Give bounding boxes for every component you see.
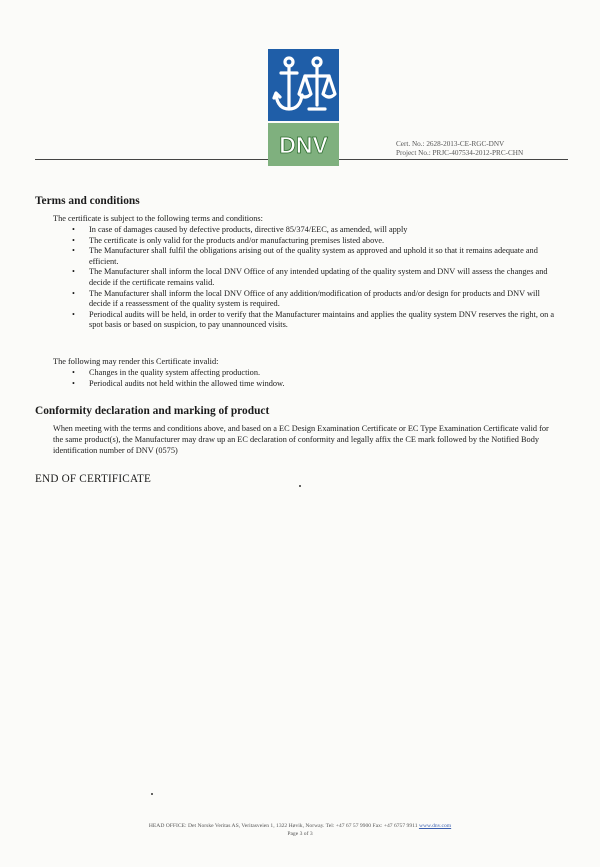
terms-intro: The certificate is subject to the following terms and conditions: [53,214,263,223]
bullet-icon: • [72,267,75,277]
bullet-icon: • [72,246,75,256]
bullet-icon: • [72,309,75,319]
list-item: • The certificate is only valid for the products and/or manufacturing premises listed above. [72,235,385,245]
list-item: • The Manufacturer shall inform the local DNV Office of any intended updating of the quality system and DNV will assess the changes and decide if the certificate remains valid. [72,267,548,287]
bullet-icon: • [72,288,75,298]
list-item: • In case of damages caused by defective products, directive 85/374/EEC, as amended, will apply [72,225,408,234]
dnv-wordmark [268,123,339,166]
project-number: Project No.: PRJC-407534-2012-PRC-CHN [396,149,524,157]
scan-speck [151,793,153,795]
list-item: • Periodical audits will be held, in order to verify that the Manufacturer maintains and applies the quality system DNV reserves the right, on a spot basis or based on suspicion, to pay unannounced visits. [72,309,555,330]
scan-speck [299,485,301,487]
bullet-icon: • [72,368,75,377]
footer-website-link[interactable]: www.dnv.com [418,823,452,829]
certificate-numbers [396,140,523,158]
end-of-certificate: END OF CERTIFICATE [35,473,152,485]
bullet-icon: • [72,225,75,234]
footer-address [0,823,600,829]
list-item: • The Manufacturer shall fulfil the obligations arising out of the quality system as approved and uphold it so that it remains adequate and efficient. [72,246,538,266]
footer-head-office: HEAD OFFICE: Det Norske Veritas AS, Veritasveien 1, 1322 Høvik, Norway. Tel: +47 67 57 9900 Fax: +47 6757 9911 [148,823,418,829]
header-rule-left [35,159,268,160]
list-item: • Periodical audits not held within the allowed time window. [72,378,285,388]
bullet-icon: • [72,235,75,245]
anchor-and-scales-icon [268,49,339,121]
list-item: • The Manufacturer shall inform the local DNV Office of any addition/modification of products and/or design for products and DNV will decide if a reassessment of the quality system is required. [72,288,540,309]
dnv-logo-text: DNV [279,132,328,158]
dnv-logo [268,49,339,166]
header-rule-right [339,159,568,160]
cert-number: Cert. No.: 2628-2013-CE-RGC-DNV [396,140,505,148]
conformity-heading: Conformity declaration and marking of product [35,405,270,417]
bullet-icon: • [72,378,75,388]
invalid-list [53,368,563,389]
terms-heading: Terms and conditions [35,195,140,207]
invalid-intro: The following may render this Certificate invalid: [53,357,219,366]
conformity-paragraph: When meeting with the terms and conditions above, and based on a EC Design Examination Certificate or EC Type Examination Certificate valid for the same product(s), the Manufacturer may draw up an EC declaration of conformity and legally affix the CE mark followed by the Notified Body identification number of DNV (0575) [53,424,549,455]
page-number: Page 3 of 3 [287,831,313,837]
list-item: • Changes in the quality system affecting production. [72,368,261,377]
terms-list [53,225,563,331]
